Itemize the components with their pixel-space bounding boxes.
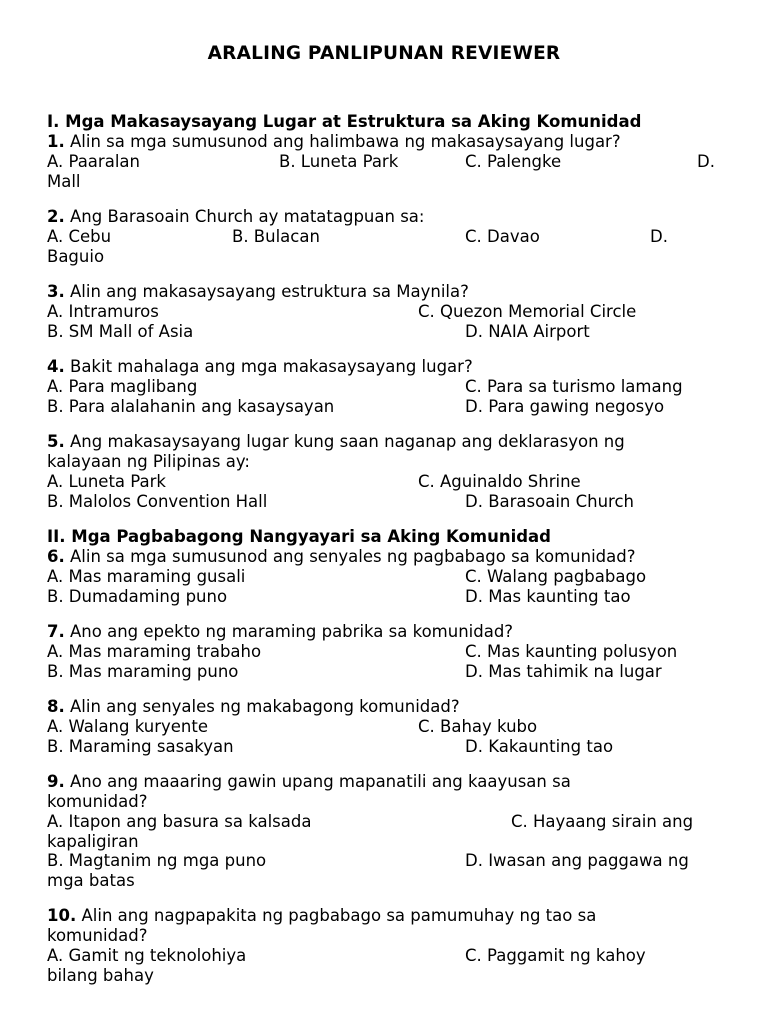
option-d-wrap: Baguio [47,247,105,266]
option-c: C. Quezon Memorial Circle [418,302,637,321]
option-c: C. Para sa turismo lamang [465,377,683,396]
question-number: 10. [47,906,77,925]
option-c: C. Palengke [465,152,562,171]
option-a: A. Mas maraming gusali [47,567,246,586]
option-d-wrap: Mall [47,172,81,191]
question-text-continued: kalayaan ng Pilipinas ay: [47,452,250,471]
question-text-continued: komunidad? [47,926,148,945]
question-number: 7. [47,622,65,641]
section-heading-2: II. Mga Pagbabagong Nangyayari sa Aking Komunidad [47,527,551,546]
option-a: A. Paaralan [47,152,140,171]
option-a: A. Gamit ng teknolohiya [47,946,247,965]
question-text: Alin sa mga sumusunod ang senyales ng pagbabago sa komunidad? [70,547,636,566]
option-a: A. Para maglibang [47,377,198,396]
question-number: 9. [47,772,65,791]
option-a: A. Walang kuryente [47,717,209,736]
option-c: C. Davao [465,227,540,246]
option-d: D. [650,227,668,246]
question-number: 4. [47,357,65,376]
option-b: B. Magtanim ng mga puno [47,851,267,870]
question-text: Alin ang makasaysayang estruktura sa Maynila? [70,282,469,301]
option-d: D. Para gawing negosyo [465,397,665,416]
question-text: Alin ang nagpapakita ng pagbabago sa pamumuhay ng tao sa [81,906,597,925]
option-a: A. Cebu [47,227,112,246]
option-d: D. Mas kaunting tao [465,587,631,606]
question-1 [47,132,621,152]
question-number: 1. [47,132,65,151]
option-d: D. Barasoain Church [465,492,634,511]
option-c: C. Paggamit ng kahoy [465,946,646,965]
question-text-continued: komunidad? [47,792,148,811]
option-c: C. Walang pagbabago [465,567,647,586]
question-4 [47,357,473,377]
option-c: C. Hayaang sirain ang [511,812,694,831]
option-c: C. Bahay kubo [418,717,538,736]
question-text: Alin ang senyales ng makabagong komunidad? [70,697,460,716]
section-heading-1: I. Mga Makasaysayang Lugar at Estruktura sa Aking Komunidad [47,112,642,131]
option-c: C. Mas kaunting polusyon [465,642,678,661]
option-b: B. Para alalahanin ang kasaysayan [47,397,335,416]
option-c-wrap: bilang bahay [47,966,154,985]
option-a: A. Mas maraming trabaho [47,642,262,661]
option-b: B. Bulacan [232,227,320,246]
question-7 [47,622,513,642]
option-a: A. Intramuros [47,302,159,321]
option-c: C. Aguinaldo Shrine [418,472,581,491]
question-text: Ano ang epekto ng maraming pabrika sa komunidad? [70,622,514,641]
option-a: A. Luneta Park [47,472,166,491]
option-d: D. Mas tahimik na lugar [465,662,662,681]
option-b: B. Malolos Convention Hall [47,492,268,511]
question-2 [47,207,424,227]
option-a: A. Itapon ang basura sa kalsada [47,812,312,831]
question-number: 2. [47,207,65,226]
question-text: Ano ang maaaring gawin upang mapanatili ang kaayusan sa [70,772,571,791]
option-b: B. SM Mall of Asia [47,322,194,341]
question-text: Bakit mahalaga ang mga makasaysayang lugar? [70,357,473,376]
option-d: D. NAIA Airport [465,322,590,341]
option-b: B. Mas maraming puno [47,662,239,681]
question-text: Ang Barasoain Church ay matatagpuan sa: [70,207,425,226]
question-number: 8. [47,697,65,716]
option-b: B. Maraming sasakyan [47,737,234,756]
option-d-wrap: mga batas [47,871,135,890]
question-number: 6. [47,547,65,566]
question-8 [47,697,460,717]
option-c-wrap: kapaligiran [47,832,139,851]
question-9 [47,772,571,792]
question-text: Alin sa mga sumusunod ang halimbawa ng makasaysayang lugar? [70,132,621,151]
option-d: D. Kakaunting tao [465,737,614,756]
option-d: D. Iwasan ang paggawa ng [465,851,689,870]
option-b: B. Luneta Park [279,152,399,171]
question-text: Ang makasaysayang lugar kung saan naganap ang deklarasyon ng [70,432,625,451]
question-number: 3. [47,282,65,301]
option-d: D. [697,152,715,171]
question-number: 5. [47,432,65,451]
page-title: ARALING PANLIPUNAN REVIEWER [207,43,561,64]
option-b: B. Dumadaming puno [47,587,228,606]
question-3 [47,282,469,302]
question-10 [47,906,596,926]
question-6 [47,547,636,567]
question-5 [47,432,625,452]
